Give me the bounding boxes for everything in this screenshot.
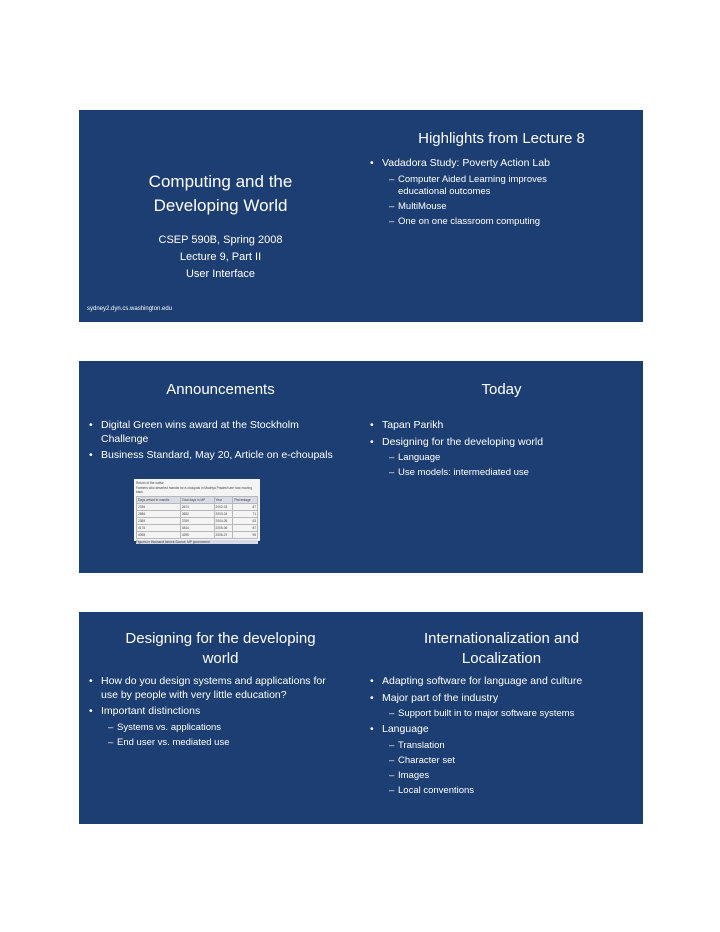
bullet-item: • How do you design systems and applications for use by people with very little education? <box>89 675 354 702</box>
slide-title-line1: Internationalization and <box>423 630 580 647</box>
table-row <box>137 503 258 510</box>
slide-title: Today <box>481 381 522 398</box>
sub-bullet-item: – Character set <box>370 755 635 767</box>
sub-bullet-item: – Translation <box>370 740 635 752</box>
footer-url: sydney2.dyn.cs.washington.edu <box>87 306 173 312</box>
slide-title: Highlights from Lecture 8 <box>418 130 585 147</box>
table-cell: 87 <box>233 524 258 531</box>
table-caption: Return of the native <box>136 481 164 485</box>
table-header: Days arrival in mandis <box>137 496 181 503</box>
table-cell: 4098 <box>137 531 181 538</box>
bullet-item: • Business Standard, May 20, Article on e-choupals <box>89 449 354 463</box>
table-cell: 2586 <box>137 510 181 517</box>
bullet-item: • Language <box>370 723 635 737</box>
table-cell: 4175 <box>137 524 181 531</box>
bullet-list <box>370 419 635 482</box>
table-cell: 87 <box>233 503 258 510</box>
table-cell: 3769 <box>180 517 214 524</box>
slide-title <box>79 629 362 669</box>
slide-title-line2: Localization <box>461 650 542 667</box>
table-cell: 2336 <box>137 503 181 510</box>
sub-bullet-item: – End user vs. mediated use <box>89 737 354 749</box>
title-block <box>79 170 362 283</box>
slide-highlights <box>360 110 643 322</box>
sub-bullet-item: – Images <box>370 770 635 782</box>
bullet-item: • Important distinctions <box>89 705 354 719</box>
table-row <box>137 510 258 517</box>
slide-announcements <box>79 361 362 573</box>
slide-i18n <box>360 612 643 824</box>
slide-title: Announcements <box>166 381 275 398</box>
table-cell: 2006-07 <box>214 531 233 538</box>
bullet-list <box>370 157 635 231</box>
sub-bullet-item: – Systems vs. applications <box>89 722 354 734</box>
slide-title <box>360 629 643 669</box>
table-cell: 2005-06 <box>214 524 233 531</box>
sub-bullet-item: – Local conventions <box>370 785 635 797</box>
table-row <box>137 524 258 531</box>
bullet-item: • Tapan Parikh <box>370 419 635 433</box>
sub-bullet-item: – Support built in to major software systems <box>370 708 635 720</box>
slide-title-slide <box>79 110 362 322</box>
slide-today <box>360 361 643 573</box>
course-label: CSEP 590B, Spring 2008 <box>158 234 283 246</box>
table-header: Year <box>214 496 233 503</box>
bullet-item: • Major part of the industry <box>370 692 635 706</box>
table-cell: 4295 <box>180 531 214 538</box>
sub-bullet-item: – Use models: intermediated use <box>370 467 635 479</box>
table-header: Percentage <box>233 496 258 503</box>
sub-bullet-item: – Computer Aided Learning improves educational outcomes <box>370 174 635 198</box>
table-footer: Figures in thousand tonnes Source: MP government <box>136 540 258 544</box>
topic-label: User Interface <box>185 268 256 280</box>
bullet-item: • Digital Green wins award at the Stockholm Challenge <box>89 419 354 446</box>
bullet-list <box>370 675 635 800</box>
table-cell: 2674 <box>180 503 214 510</box>
bullet-list <box>89 675 354 752</box>
table-cell: 4814 <box>180 524 214 531</box>
deck-title-line2: Developing World <box>153 196 288 215</box>
table-cell: 2002-03 <box>214 503 233 510</box>
table-cell: 71 <box>233 510 258 517</box>
lecture-label: Lecture 9, Part II <box>179 251 262 263</box>
table-cell: 2004-05 <box>214 517 233 524</box>
table-subcaption: Farmers who deserted mandis for e-choupals in Madhya Pradesh are now moving back <box>136 486 252 495</box>
bullet-list <box>89 419 354 466</box>
bullet-item: • Vadadora Study: Poverty Action Lab <box>370 157 635 171</box>
table-cell: 2389 <box>137 517 181 524</box>
bullet-item: • Designing for the developing world <box>370 436 635 450</box>
table-cell: 2003-04 <box>214 510 233 517</box>
slide-title-line2: world <box>202 650 239 667</box>
table-row <box>137 517 258 524</box>
table-header: Total days in MP <box>180 496 214 503</box>
data-table <box>136 496 258 539</box>
table-cell: 63 <box>233 517 258 524</box>
sub-bullet-item: – Language <box>370 452 635 464</box>
slide-designing <box>79 612 362 824</box>
table-cell: 95 <box>233 531 258 538</box>
table-row <box>137 531 258 538</box>
news-clipping-table <box>134 479 260 544</box>
slide-title-line1: Designing for the developing <box>125 630 316 647</box>
sub-bullet-item: – One on one classroom computing <box>370 216 635 228</box>
deck-title-line1: Computing and the <box>148 172 293 191</box>
sub-bullet-item: – MultiMouse <box>370 201 635 213</box>
table-cell: 3652 <box>180 510 214 517</box>
bullet-item: • Adapting software for language and culture <box>370 675 635 689</box>
